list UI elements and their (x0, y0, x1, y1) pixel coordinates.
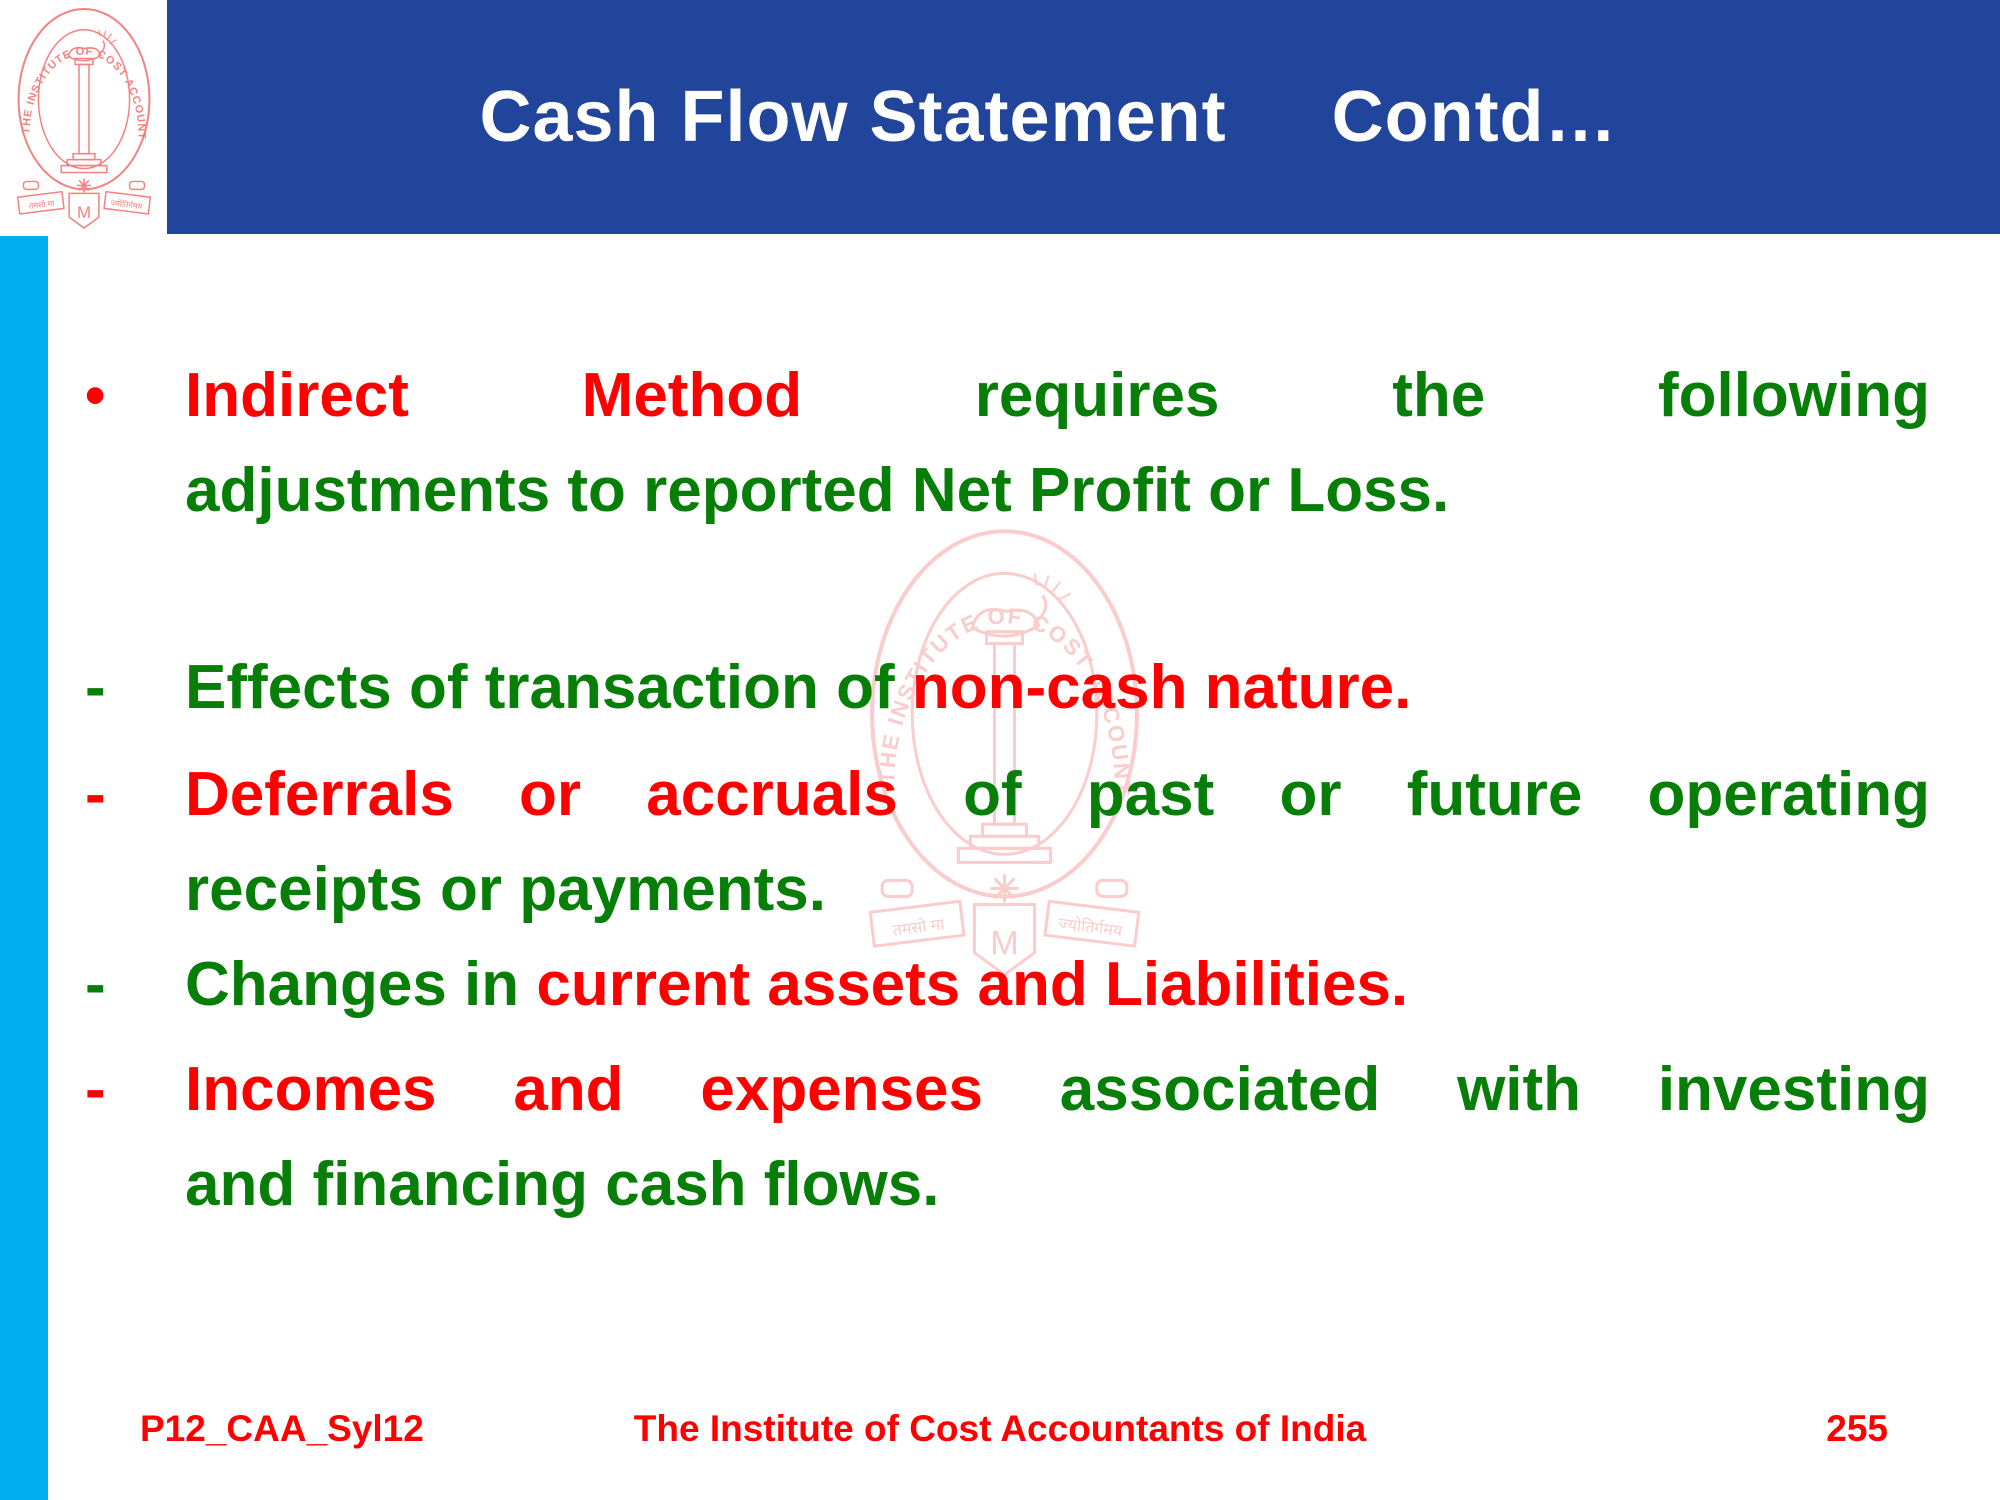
text-segment-red: current assets and Liabilities. (536, 950, 1409, 1019)
dash-item-incomes (85, 1042, 1930, 1232)
text-segment-green: associated with investing (982, 1055, 1930, 1124)
bullet-line (185, 747, 1930, 842)
text-segment-red: Deferrals or accruals (185, 760, 898, 829)
text-segment-green: adjustments to reported Net Profit or Loss. (185, 456, 1450, 525)
dash-item-effects (85, 640, 1930, 735)
bullet-line (185, 1137, 1930, 1232)
slide-title: Cash Flow Statement Contd… (479, 77, 1618, 157)
text-segment-green: Changes in (185, 950, 537, 1019)
bullet-line (185, 348, 1930, 443)
text-segment-red: Indirect Method (185, 361, 803, 430)
bullet-line (185, 842, 1930, 937)
bullet-line (185, 640, 1930, 735)
text-segment-red: Incomes and expenses (185, 1055, 983, 1124)
bullet-item-indirect-method (85, 348, 1930, 538)
bullet-dot-marker: • (85, 363, 106, 428)
dash-marker: - (85, 950, 106, 1019)
footer-course-code: P12_CAA_Syl12 (140, 1408, 424, 1449)
footer-institute-name: The Institute of Cost Accountants of India (633, 1408, 1367, 1449)
dash-item-deferrals (85, 747, 1930, 937)
footer-page-number: 255 (1826, 1408, 1888, 1449)
dash-marker: - (85, 1055, 106, 1124)
text-segment-red: non-cash nature. (911, 653, 1412, 722)
bullet-line (185, 443, 1930, 538)
dash-marker: - (85, 653, 106, 722)
bullet-line (185, 1042, 1930, 1137)
text-segment-green: of past or future operating (897, 760, 1930, 829)
text-segment-green: requires the following (802, 361, 1930, 430)
text-segment-green: receipts or payments. (185, 855, 826, 924)
dash-marker: - (85, 760, 106, 829)
text-segment-green: Effects of transaction of (185, 653, 912, 722)
bullet-line (185, 937, 1930, 1032)
dash-item-changes (85, 937, 1930, 1032)
text-segment-green: and financing cash flows. (185, 1150, 940, 1219)
